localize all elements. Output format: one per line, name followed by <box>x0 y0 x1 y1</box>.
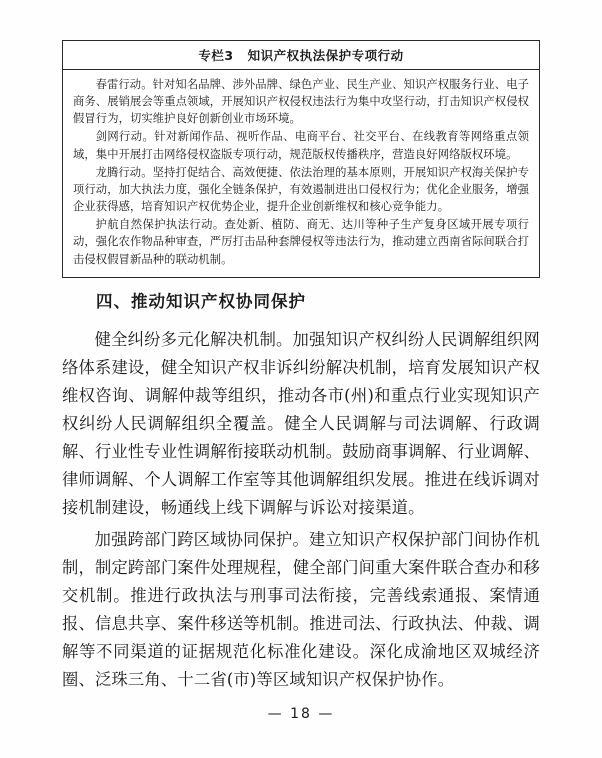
page-number: — 18 — <box>267 706 335 722</box>
body-text <box>62 326 540 696</box>
callout-paragraph: 剑网行动。针对新闻作品、视听作品、电商平台、社交平台、在线教育等网络重点领域，集中开展打击网络侵权盗版专项行动，规范版权传播秩序，营造良好网络版权环境。 <box>73 130 529 161</box>
callout-paragraph: 护航自然保护执法行动。查处新、植防、商无、达川等种子生产复身区域开展专项行动，强化农作物品种审查，严厉打击品种套牌侵权等违法行为，推动建立西南省际间联合打击侵权假冒新品种的联动机制。 <box>73 218 529 266</box>
body-paragraph: 健全纠纷多元化解决机制。加强知识产权纠纷人民调解组织网络体系建设，健全知识产权非诉纠纷解决机制，培育发展知识产权维权咨询、调解仲裁等组织，推动各市(州)和重点行业实现知识产权纠纷人民调解组织全覆盖。健全人民调解与司法调解、行政调解、行业性专业性调解衔接联动机制。鼓励商事调解、行业调解、律师调解、个人调解工作室等其他调解组织发展。推进在线诉调对接机制建设，畅通线上线下调解与诉讼对接渠道。 <box>62 330 540 518</box>
callout-title-text: 知识产权执法保护专项行动 <box>247 48 404 63</box>
section-heading: 四、推动知识产权协同保护 <box>96 292 306 311</box>
body-paragraph: 加强跨部门跨区域协同保护。建立知识产权保护部门间协作机制，制定跨部门案件处理规程，健全部门间重大案件联合查办和移交机制。推进行政执法与刑事司法衔接，完善线索通报、案情通报、信息共享、案件移送等机制。推进司法、行政执法、仲裁、调解等不同渠道的证据规范化标准化建设。深化成渝地区双城经济圈、泛珠三角、十二省(市)等区域知识产权保护协作。 <box>62 530 540 690</box>
callout-paragraph: 春雷行动。针对知名品牌、涉外品牌、绿色产业、民生产业、知识产权服务行业、电子商务、展销展会等重点领域，开展知识产权侵权违法行为集中攻坚行动，打击知识产权侵权假冒行为，切实维护良好创新创业市场环境。 <box>73 78 529 126</box>
callout-box <box>62 40 540 278</box>
callout-paragraph: 龙腾行动。坚持打促结合、高效便捷、依法治理的基本原则，开展知识产权海关保护专项行动，加大执法力度，强化全链条保护，有效遏制进出口侵权行为；优化企业服务，增强企业获得感，培育知识产权优势企业，提升企业创新维权和核心竞争能力。 <box>73 165 529 214</box>
callout-title <box>63 41 539 70</box>
callout-label: 专栏3 <box>198 48 234 63</box>
callout-body <box>63 70 539 277</box>
